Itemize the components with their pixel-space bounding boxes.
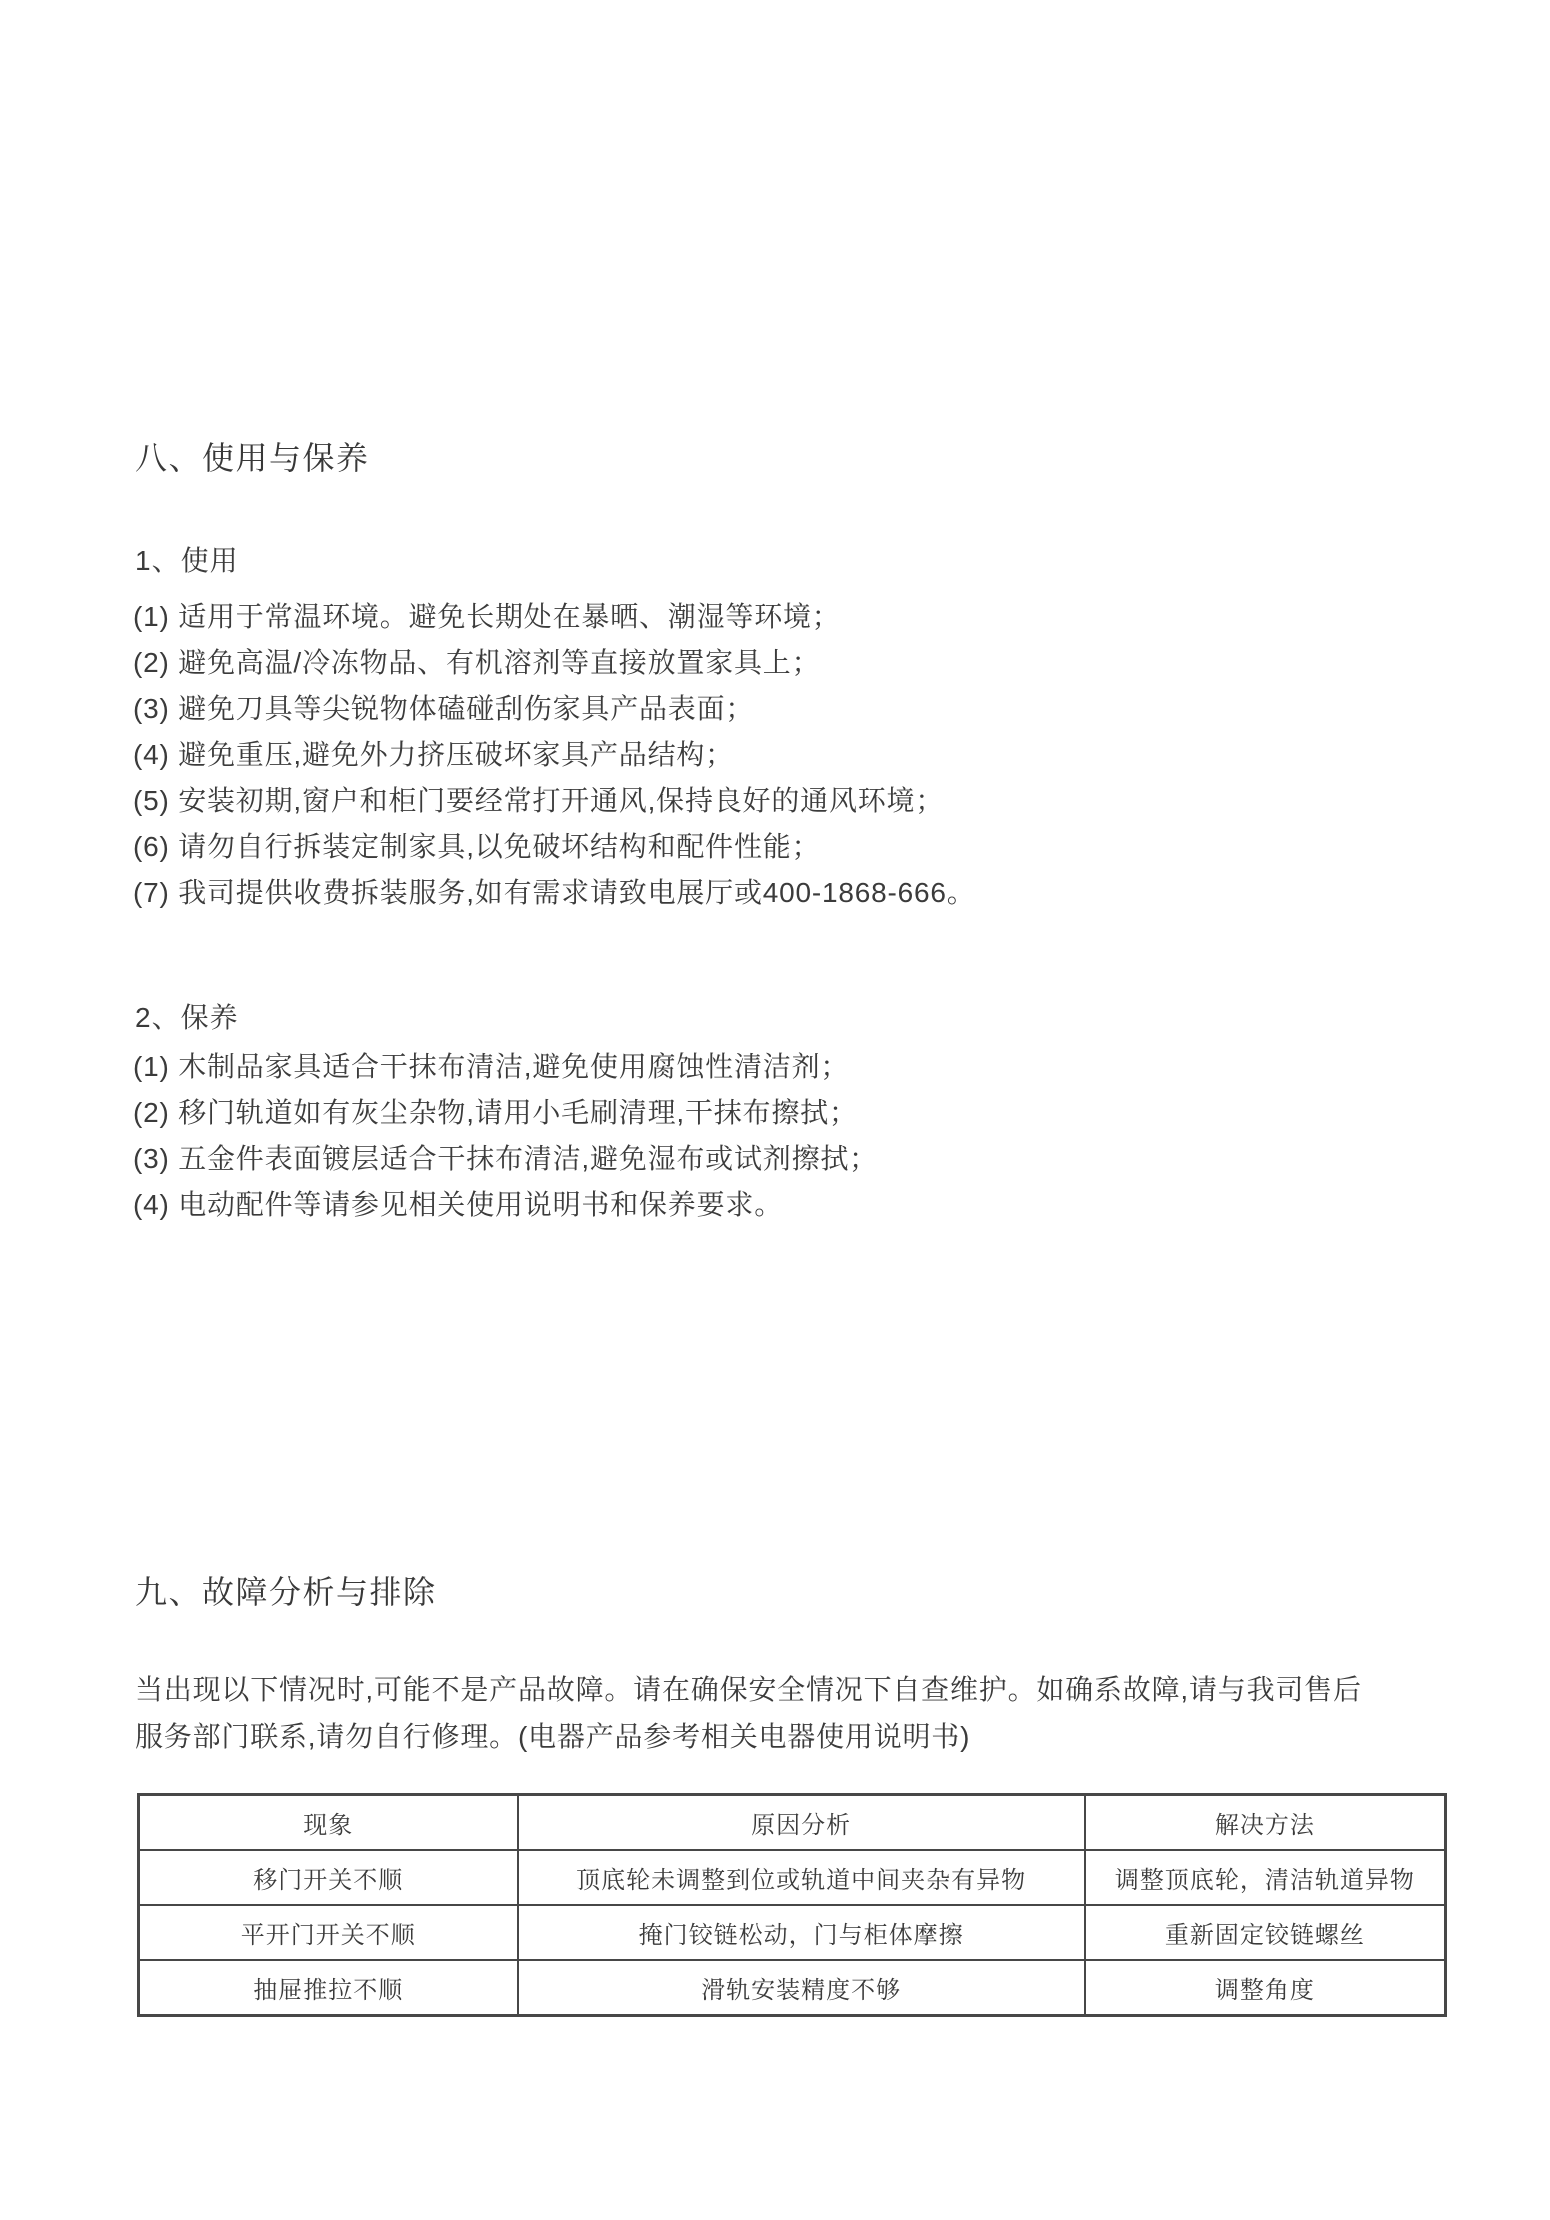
cell-cause: 滑轨安装精度不够 <box>518 1960 1085 2016</box>
list-item: (1) 木制品家具适合干抹布清洁,避免使用腐蚀性清洁剂； <box>133 1051 850 1082</box>
use-instructions-list <box>133 594 976 916</box>
list-item: (1) 适用于常温环境。避免长期处在暴晒、潮湿等环境； <box>133 601 841 632</box>
section-9-heading: 九、故障分析与排除 <box>135 1574 437 1610</box>
cell-phenomenon: 移门开关不顺 <box>139 1850 518 1905</box>
table-header-cause: 原因分析 <box>518 1795 1085 1851</box>
cell-solution: 重新固定铰链螺丝 <box>1085 1905 1446 1960</box>
list-item: (5) 安装初期,窗户和柜门要经常打开通风,保持良好的通风环境； <box>133 785 945 816</box>
cell-cause: 顶底轮未调整到位或轨道中间夹杂有异物 <box>518 1850 1085 1905</box>
cell-cause: 掩门铰链松动，门与柜体摩擦 <box>518 1905 1085 1960</box>
cell-phenomenon: 平开门开关不顺 <box>139 1905 518 1960</box>
cell-solution: 调整角度 <box>1085 1960 1446 2016</box>
cell-solution: 调整顶底轮，清洁轨道异物 <box>1085 1850 1446 1905</box>
list-item: (4) 电动配件等请参见相关使用说明书和保养要求。 <box>133 1189 784 1220</box>
subsection-use-heading: 1、使用 <box>135 545 239 576</box>
troubleshooting-intro <box>135 1666 1435 1760</box>
troubleshooting-table <box>137 1793 1447 2017</box>
table-header-row <box>139 1795 1446 1851</box>
table-header-phenomenon: 现象 <box>139 1795 518 1851</box>
list-item: (3) 五金件表面镀层适合干抹布清洁,避免湿布或试剂擦拭； <box>133 1143 878 1174</box>
list-item: (4) 避免重压,避免外力挤压破坏家具产品结构； <box>133 739 734 770</box>
list-item: (7) 我司提供收费拆装服务,如有需求请致电展厅或400-1868-666。 <box>133 877 976 908</box>
care-instructions-list <box>133 1044 878 1228</box>
intro-line: 服务部门联系,请勿自行修理。(电器产品参考相关电器使用说明书) <box>135 1721 971 1752</box>
cell-phenomenon: 抽屉推拉不顺 <box>139 1960 518 2016</box>
table-header-solution: 解决方法 <box>1085 1795 1446 1851</box>
section-8-heading: 八、使用与保养 <box>135 440 370 476</box>
table-row <box>139 1850 1446 1905</box>
table-row <box>139 1960 1446 2016</box>
subsection-care-heading: 2、保养 <box>135 1002 239 1033</box>
list-item: (2) 避免高温/冷冻物品、有机溶剂等直接放置家具上； <box>133 647 821 678</box>
list-item: (2) 移门轨道如有灰尘杂物,请用小毛刷清理,干抹布擦拭； <box>133 1097 858 1128</box>
intro-line: 当出现以下情况时,可能不是产品故障。请在确保安全情况下自查维护。如确系故障,请与我司售后 <box>135 1674 1362 1705</box>
list-item: (6) 请勿自行拆装定制家具,以免破坏结构和配件性能； <box>133 831 821 862</box>
table-row <box>139 1905 1446 1960</box>
list-item: (3) 避免刀具等尖锐物体磕碰刮伤家具产品表面； <box>133 693 755 724</box>
